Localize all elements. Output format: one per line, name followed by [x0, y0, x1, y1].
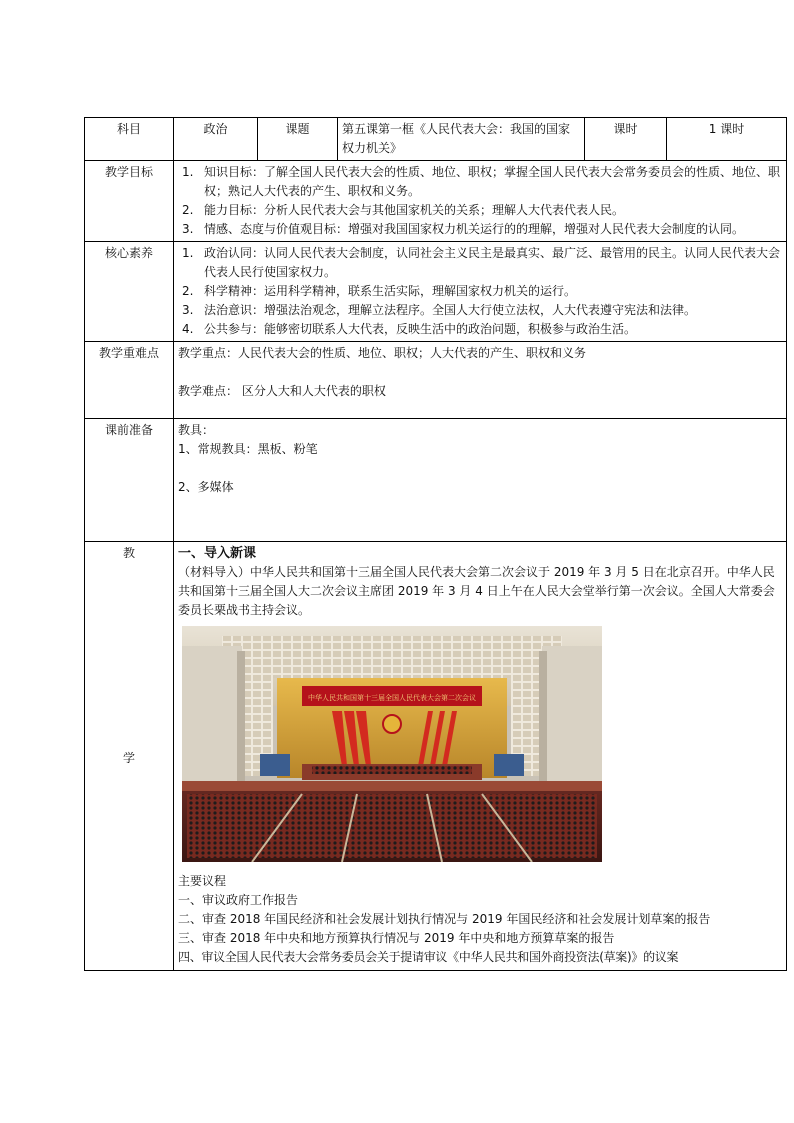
prep-line: 2、多媒体: [178, 480, 234, 494]
literacy-row: [85, 242, 787, 342]
keypoints-label: 教学重难点: [85, 342, 174, 419]
topic-label: 课题: [258, 118, 338, 161]
goal-item: 1. 知识目标：了解全国人民代表大会的性质、地位、职权；掌握全国人民代表大会常务委员会的性质、地位、职权；熟记人大代表的产生、职权和义务。: [182, 165, 781, 198]
goals-row: [85, 161, 787, 242]
goals-content: [174, 161, 787, 242]
goals-label: 教学目标: [85, 161, 174, 242]
teaching-label-bottom: 学: [122, 751, 135, 765]
subject-value: 政治: [174, 118, 258, 161]
agenda-item: 四、审议全国人民代表大会常务委员会关于提请审议《中华人民共和国外商投资法(草案)》的议案: [178, 950, 679, 964]
agenda-item: 二、审查 2018 年国民经济和社会发展计划执行情况与 2019 年国民经济和社会发展计划草案的报告: [178, 912, 711, 926]
prep-label: 课前准备: [85, 419, 174, 542]
keypoints-row: [85, 342, 787, 419]
prep-line: 教具：: [178, 423, 215, 437]
prep-content: [174, 419, 787, 542]
teaching-row: [85, 542, 787, 971]
literacy-content: [174, 242, 787, 342]
literacy-item: 4. 公共参与：能够密切联系人大代表，反映生活中的政治问题，积极参与政治生活。: [182, 322, 637, 336]
agenda-item: 一、审议政府工作报告: [178, 893, 299, 907]
goal-item: 2. 能力目标：分析人民代表大会与其他国家机关的关系；理解人大代表代表人民。: [182, 203, 625, 217]
teaching-content: [174, 542, 787, 971]
agenda-title: 主要议程: [178, 874, 227, 888]
teaching-label-top: 教: [122, 546, 135, 560]
goal-item: 3. 情感、态度与价值观目标：增强对我国国家权力机关运行的的理解，增强对人民代表大会制度的认同。: [182, 222, 745, 236]
agenda-item: 三、审查 2018 年中央和地方预算执行情况与 2019 年中央和地方预算草案的报告: [178, 931, 615, 945]
hours-label: 课时: [585, 118, 667, 161]
prep-row: [85, 419, 787, 542]
literacy-item: 3. 法治意识：增强法治观念，理解立法程序。全国人大行使立法权，人大代表遵守宪法和法律。: [182, 303, 697, 317]
header-row: [85, 118, 787, 161]
teaching-label: [85, 542, 174, 971]
teaching-focus: 教学重点：人民代表大会的性质、地位、职权；人大代表的产生、职权和义务: [178, 346, 587, 360]
keypoints-content: [174, 342, 787, 419]
hours-value: 1 课时: [667, 118, 787, 161]
intro-paragraph: （材料导入）中华人民共和国第十三届全国人民代表大会第二次会议于 2019 年 3 月 5 日在北京召开。中华人民共和国第十三届全国人大二次会议主席团 2019 年 3 月 4 日上午在人民大会堂举行第一次会议。全国人大常委会委员长栗战书主持会议。: [178, 565, 775, 617]
literacy-item: 1. 政治认同：认同人民代表大会制度，认同社会主义民主是最真实、最广泛、最管用的民主。认同人民代表大会代表人民行使国家权力。: [182, 246, 781, 279]
topic-value: 第五课第一框《人民代表大会：我国的国家权力机关》: [338, 118, 585, 161]
prep-line: 1、常规教具：黑板、粉笔: [178, 442, 318, 456]
lesson-plan-table: [84, 117, 787, 971]
literacy-item: 2. 科学精神：运用科学精神，联系生活实际，理解国家权力机关的运行。: [182, 284, 577, 298]
literacy-label: 核心素养: [85, 242, 174, 342]
teaching-difficulty: 教学难点： 区分人大和人大代表的职权: [178, 384, 386, 398]
section-title: 一、导入新课: [178, 546, 257, 561]
banner-text: 中华人民共和国第十三届全国人民代表大会第二次会议: [308, 694, 476, 702]
congress-hall-photo: [182, 626, 602, 862]
subject-label: 科目: [85, 118, 174, 161]
